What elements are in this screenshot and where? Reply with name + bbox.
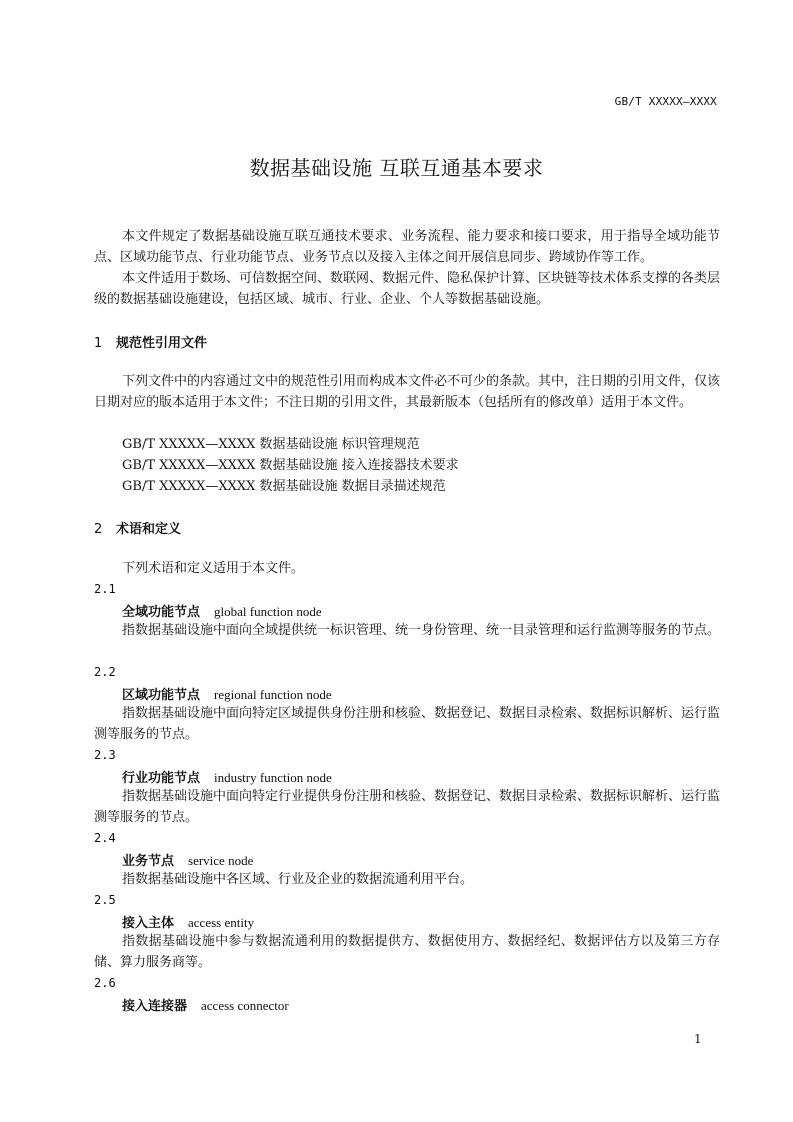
page-number: 1 [694,1032,702,1046]
term-chinese: 业务节点 [122,854,175,869]
term-chinese: 接入主体 [122,916,175,931]
term-definition: 指数据基础设施中各区域、行业及企业的数据流通利用平台。 [122,872,474,887]
section-number: 2 [94,522,103,537]
clause-number: 2.1 [94,582,116,596]
section-2-heading [94,518,181,537]
section-title: 术语和定义 [116,522,182,537]
intro-paragraph-2: 本文件适用于数场、可信数据空间、数联网、数据元件、隐私保护计算、区块链等技术体系支撑的各类层级的数据基础设施建设，包括区域、城市、行业、企业、个人等数据基础设施。 [94,271,721,307]
term-heading [122,912,254,931]
section-2-intro: 下列术语和定义适用于本文件。 [122,561,305,576]
clause-number: 2.5 [94,893,116,907]
clause-number: 2.3 [94,748,116,762]
term-english: access entity [188,915,255,930]
normative-reference: GB/T XXXXX—XXXX 数据基础设施 标识管理规范 [122,437,420,452]
document-code: GB/T XXXXX—XXXX [614,95,717,108]
term-definition: 指数据基础设施中面向全域提供统一标识管理、统一身份管理、统一目录管理和运行监测等服务的节点。 [122,623,721,638]
term-chinese: 区域功能节点 [122,688,201,703]
section-1-paragraph: 下列文件中的内容通过文中的规范性引用而构成本文件必不可少的条款。其中，注日期的引用文件，仅该日期对应的版本适用于本文件；不注日期的引用文件，其最新版本（包括所有的修改单）适用于本文件。 [94,374,721,410]
document-title: 数据基础设施 互联互通基本要求 [249,156,544,180]
term-english: global function node [214,604,322,619]
term-heading [122,850,253,869]
term-chinese: 行业功能节点 [122,771,201,786]
term-heading [122,684,332,703]
clause-number: 2.2 [94,665,116,679]
term-heading [122,995,289,1014]
section-1-heading [94,332,207,351]
normative-reference: GB/T XXXXX—XXXX 数据基础设施 接入连接器技术要求 [122,458,459,473]
term-english: access connector [201,998,289,1013]
clause-number: 2.6 [94,976,116,990]
term-definition: 指数据基础设施中参与数据流通利用的数据提供方、数据使用方、数据经纪、数据评估方以及第三方存储、算力服务商等。 [94,934,720,970]
term-english: industry function node [214,770,332,785]
section-title: 规范性引用文件 [116,336,208,351]
term-english: regional function node [214,687,332,702]
term-definition: 指数据基础设施中面向特定区域提供身份注册和核验、数据登记、数据目录检索、数据标识解析、运行监测等服务的节点。 [94,706,721,742]
clause-number: 2.4 [94,831,116,845]
normative-reference: GB/T XXXXX—XXXX 数据基础设施 数据目录描述规范 [122,479,446,494]
intro-paragraph-1: 本文件规定了数据基础设施互联互通技术要求、业务流程、能力要求和接口要求，用于指导全域功能节点、区域功能节点、行业功能节点、业务节点以及接入主体之间开展信息同步、跨域协作等工作。 [94,229,720,265]
term-chinese: 接入连接器 [122,999,188,1014]
section-number: 1 [94,336,103,351]
term-chinese: 全域功能节点 [122,605,201,620]
term-heading [122,767,332,786]
term-definition: 指数据基础设施中面向特定行业提供身份注册和核验、数据登记、数据目录检索、数据标识解析、运行监测等服务的节点。 [94,789,721,825]
term-heading [122,601,322,620]
term-english: service node [188,853,254,868]
